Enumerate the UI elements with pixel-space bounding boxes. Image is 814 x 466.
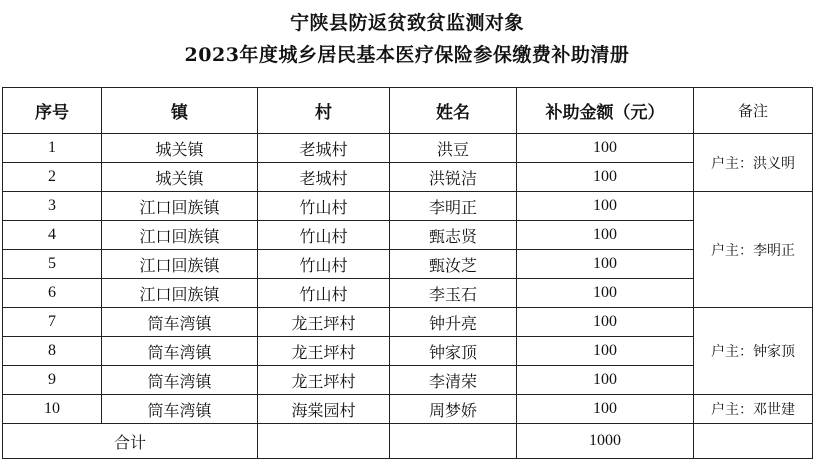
cell-amount: 100 bbox=[517, 279, 694, 308]
cell-town: 江口回族镇 bbox=[102, 279, 258, 308]
total-empty-cell bbox=[258, 424, 390, 459]
cell-remark: 户主：洪义明 bbox=[694, 134, 813, 192]
cell-amount: 100 bbox=[517, 337, 694, 366]
total-row bbox=[3, 424, 813, 459]
cell-town: 江口回族镇 bbox=[102, 250, 258, 279]
cell-serial: 2 bbox=[3, 163, 102, 192]
table-row bbox=[3, 395, 813, 424]
table-row bbox=[3, 337, 813, 366]
cell-remark: 户主：邓世建 bbox=[694, 395, 813, 424]
cell-amount: 100 bbox=[517, 134, 694, 163]
cell-village: 龙王坪村 bbox=[258, 308, 390, 337]
cell-town: 筒车湾镇 bbox=[102, 366, 258, 395]
table-header-row bbox=[3, 88, 813, 134]
cell-serial: 1 bbox=[3, 134, 102, 163]
cell-village: 老城村 bbox=[258, 163, 390, 192]
document-title-line2: 2023年度城乡居民基本医疗保险参保缴费补助清册 bbox=[184, 44, 630, 66]
cell-name: 钟家顶 bbox=[390, 337, 517, 366]
cell-name: 甄志贤 bbox=[390, 221, 517, 250]
cell-village: 龙王坪村 bbox=[258, 366, 390, 395]
cell-village: 竹山村 bbox=[258, 250, 390, 279]
cell-name: 洪豆 bbox=[390, 134, 517, 163]
cell-amount: 100 bbox=[517, 163, 694, 192]
table-row bbox=[3, 279, 813, 308]
cell-name: 洪锐洁 bbox=[390, 163, 517, 192]
cell-town: 城关镇 bbox=[102, 163, 258, 192]
cell-serial: 3 bbox=[3, 192, 102, 221]
cell-serial: 9 bbox=[3, 366, 102, 395]
table-row bbox=[3, 163, 813, 192]
cell-serial: 7 bbox=[3, 308, 102, 337]
document-title-line1: 宁陕县防返贫致贫监测对象 bbox=[289, 12, 524, 34]
cell-serial: 8 bbox=[3, 337, 102, 366]
cell-village: 竹山村 bbox=[258, 192, 390, 221]
cell-town: 筒车湾镇 bbox=[102, 308, 258, 337]
cell-serial: 10 bbox=[3, 395, 102, 424]
cell-amount: 100 bbox=[517, 395, 694, 424]
header-name: 姓名 bbox=[390, 88, 517, 134]
table-row bbox=[3, 221, 813, 250]
cell-amount: 100 bbox=[517, 221, 694, 250]
cell-amount: 100 bbox=[517, 308, 694, 337]
cell-amount: 100 bbox=[517, 250, 694, 279]
cell-serial: 4 bbox=[3, 221, 102, 250]
total-empty-cell bbox=[390, 424, 517, 459]
cell-name: 周梦娇 bbox=[390, 395, 517, 424]
cell-name: 李明正 bbox=[390, 192, 517, 221]
table-row bbox=[3, 250, 813, 279]
header-amount: 补助金额（元） bbox=[517, 88, 694, 134]
table-row bbox=[3, 134, 813, 163]
total-label: 合计 bbox=[3, 424, 258, 459]
cell-town: 江口回族镇 bbox=[102, 221, 258, 250]
header-serial: 序号 bbox=[3, 88, 102, 134]
header-town: 镇 bbox=[102, 88, 258, 134]
cell-village: 龙王坪村 bbox=[258, 337, 390, 366]
cell-name: 甄汝芝 bbox=[390, 250, 517, 279]
cell-serial: 6 bbox=[3, 279, 102, 308]
header-remark: 备注 bbox=[694, 88, 813, 134]
cell-village: 竹山村 bbox=[258, 221, 390, 250]
cell-name: 李玉石 bbox=[390, 279, 517, 308]
header-village: 村 bbox=[258, 88, 390, 134]
cell-serial: 5 bbox=[3, 250, 102, 279]
cell-remark: 户主：钟家顶 bbox=[694, 308, 813, 395]
cell-town: 筒车湾镇 bbox=[102, 395, 258, 424]
cell-village: 老城村 bbox=[258, 134, 390, 163]
cell-village: 海棠园村 bbox=[258, 395, 390, 424]
total-amount: 1000 bbox=[517, 424, 694, 459]
total-empty-cell bbox=[694, 424, 813, 459]
table-row bbox=[3, 366, 813, 395]
cell-amount: 100 bbox=[517, 366, 694, 395]
cell-town: 筒车湾镇 bbox=[102, 337, 258, 366]
cell-town: 江口回族镇 bbox=[102, 192, 258, 221]
cell-name: 李清荣 bbox=[390, 366, 517, 395]
cell-amount: 100 bbox=[517, 192, 694, 221]
cell-town: 城关镇 bbox=[102, 134, 258, 163]
cell-village: 竹山村 bbox=[258, 279, 390, 308]
subsidy-table bbox=[2, 87, 813, 459]
cell-name: 钟升亮 bbox=[390, 308, 517, 337]
table-row bbox=[3, 308, 813, 337]
cell-remark: 户主：李明正 bbox=[694, 192, 813, 308]
table-row bbox=[3, 192, 813, 221]
